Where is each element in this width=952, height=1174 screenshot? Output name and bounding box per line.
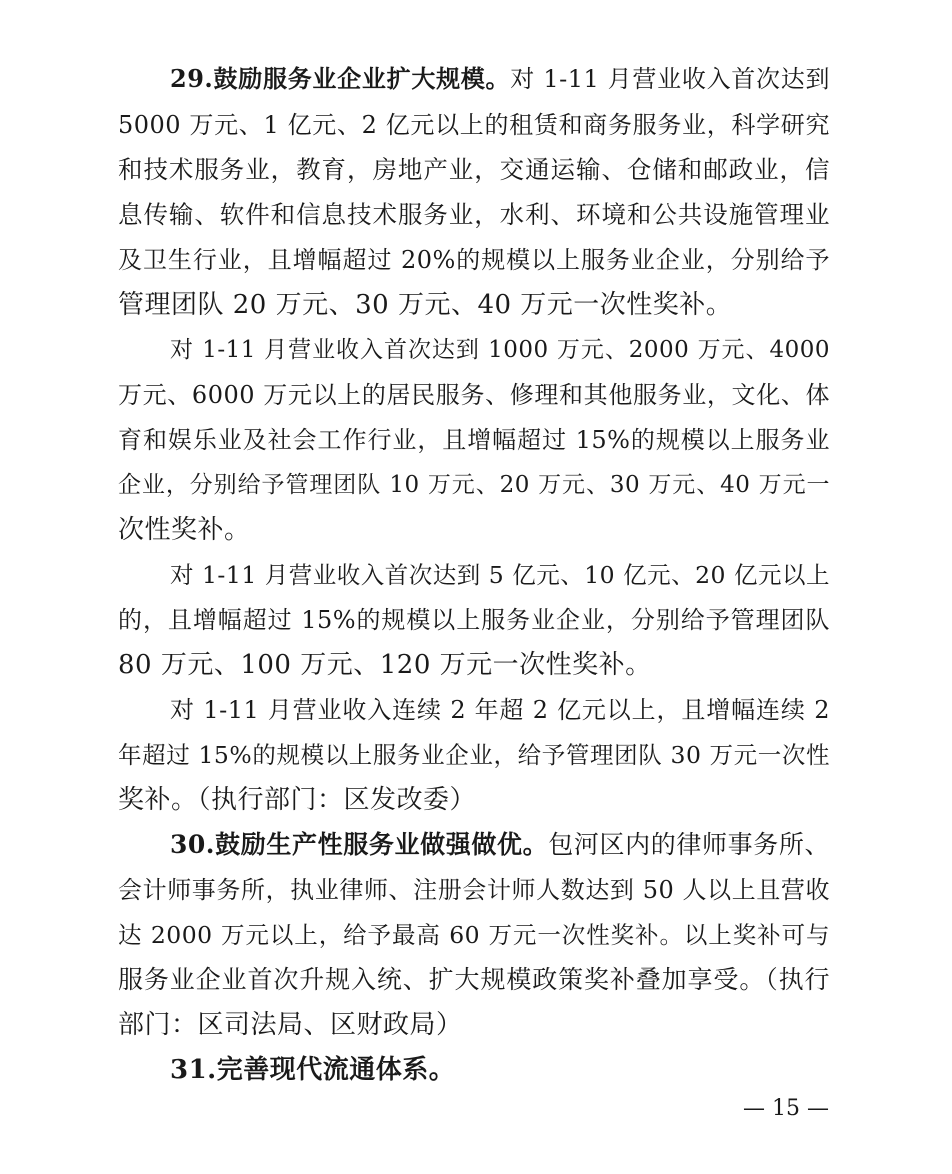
section-29-line-3: 和技术服务业，教育，房地产业，交通运输、仓储和邮政业，信 (118, 155, 830, 184)
section-29-para3-line-1: 对 1-11 月营业收入首次达到 5 亿元、10 亿元、20 亿元以上 (170, 561, 830, 589)
section-29-para4-line-2: 年超过 15%的规模以上服务业企业，给予管理团队 30 万元一次性 (118, 741, 830, 769)
section-29-line-2: 5000 万元、1 亿元、2 亿元以上的租赁和商务服务业，科学研究 (118, 111, 830, 139)
section-29-para2-line-5: 次性奖补。 (118, 515, 251, 545)
section-30-line-5: 部门：区司法局、区财政局） (118, 1010, 463, 1040)
section-29-para4-line-3: 奖补。（执行部门：区发改委） (118, 785, 477, 815)
section-30-line-3: 达 2000 万元以上，给予最高 60 万元一次性奖补。以上奖补可与 (118, 921, 830, 949)
section-29-para2-line-2: 万元、6000 万元以上的居民服务、修理和其他服务业，文化、体 (118, 381, 830, 409)
section-29-para2-line-4: 企业，分别给予管理团队 10 万元、20 万元、30 万元、40 万元一 (118, 472, 830, 498)
section-29-number: 29. (170, 64, 214, 93)
section-29-heading: 鼓励服务业企业扩大规模。 (213, 64, 511, 93)
section-31-line-1 (170, 1055, 830, 1085)
section-29-line-6: 管理团队 20 万元、30 万元、40 万元一次性奖补。 (118, 290, 733, 320)
section-30-line-1-text: 包河区内的律师事务所、 (548, 830, 830, 859)
section-29-para2-line-1: 对 1-11 月营业收入首次达到 1000 万元、2000 万元、4000 (170, 337, 830, 363)
section-30-line-1 (170, 830, 830, 860)
section-29-para2-line-3: 育和娱乐业及社会工作行业，且增幅超过 15%的规模以上服务业 (118, 426, 830, 454)
section-30-number: 30. (170, 830, 215, 859)
section-29-para4-line-1: 对 1-11 月营业收入连续 2 年超 2 亿元以上，且增幅连续 2 (170, 696, 830, 724)
section-29-line-1 (170, 64, 830, 94)
section-30-line-2: 会计师事务所，执业律师、注册会计师人数达到 50 人以上且营收 (118, 876, 830, 904)
section-31-heading: 完善现代流通体系。 (216, 1055, 456, 1085)
page-number: — 15 — (743, 1096, 829, 1121)
section-29-para3-line-2: 的，且增幅超过 15%的规模以上服务业企业，分别给予管理团队 (118, 606, 830, 634)
section-29-line-4: 息传输、软件和信息技术服务业，水利、环境和公共设施管理业 (118, 200, 830, 229)
section-30-heading: 鼓励生产性服务业做强做优。 (215, 830, 549, 859)
section-29-line-1-text: 对 1-11 月营业收入首次达到 (510, 65, 830, 93)
section-31-number: 31. (170, 1055, 217, 1085)
section-30-line-4: 服务业企业首次升规入统、扩大规模政策奖补叠加享受。（执行 (118, 965, 830, 994)
section-29-line-5: 及卫生行业，且增幅超过 20%的规模以上服务业企业，分别给予 (118, 246, 830, 274)
section-29-para3-line-3: 80 万元、100 万元、120 万元一次性奖补。 (118, 650, 652, 680)
